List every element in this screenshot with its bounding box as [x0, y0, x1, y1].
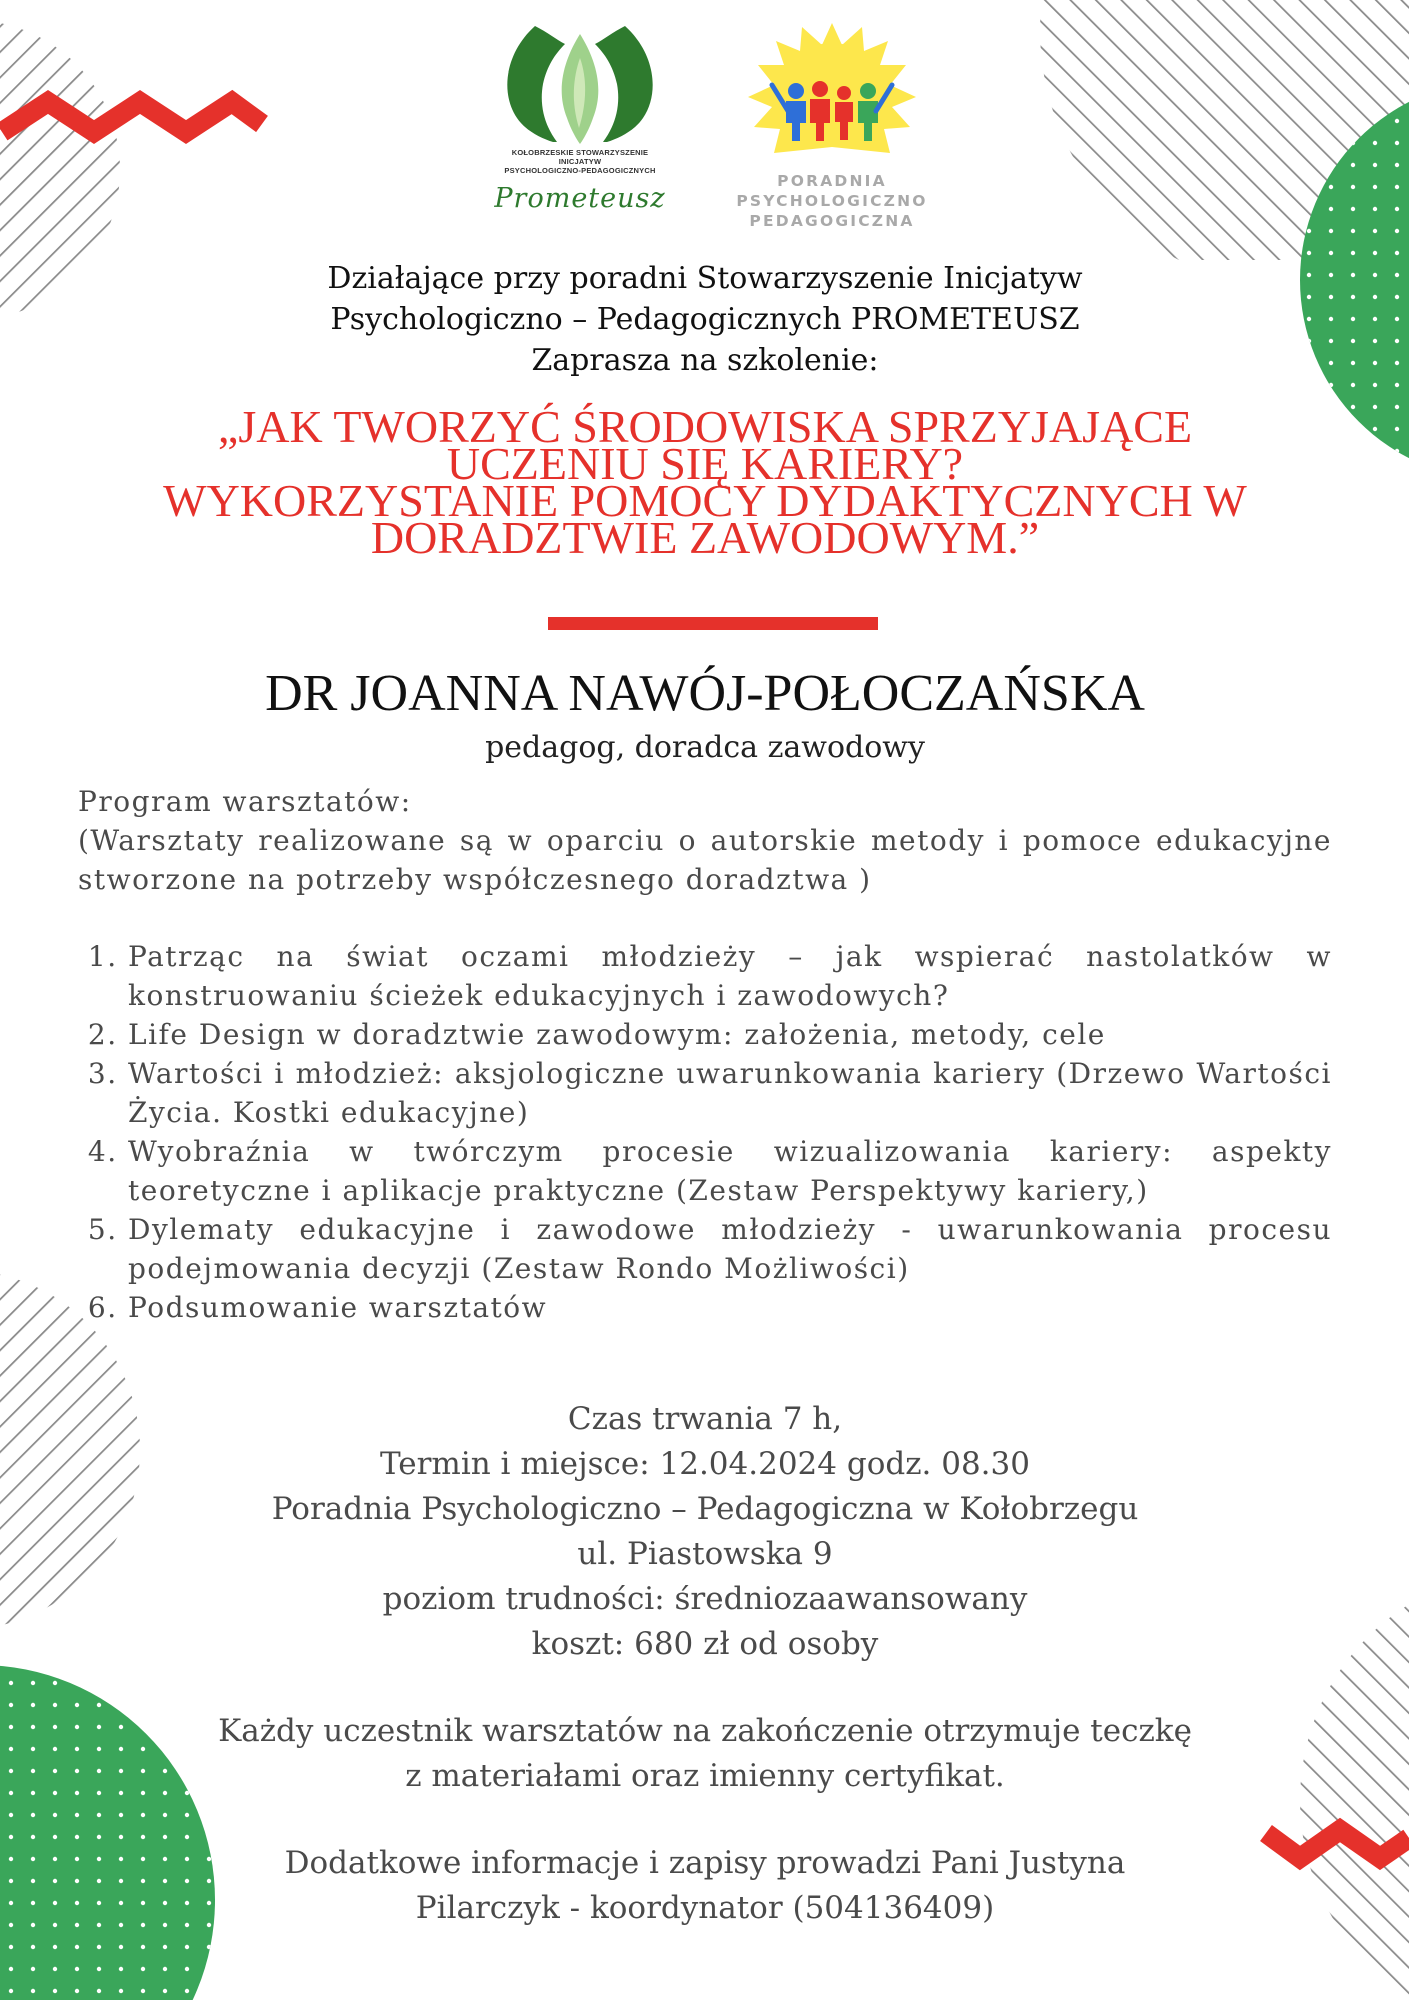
- speaker-name: DR JOANNA NAWÓJ-POŁOCZAŃSKA: [265, 665, 1145, 722]
- prometeusz-org-name: KOŁOBRZESKIE STOWARZYSZENIE INICJATYW PSYCHOLOGICZNO-PEDAGOGICZNYCH: [504, 148, 656, 175]
- list-item: 3. Wartości i młodzież: aksjologiczne uwarunkowania kariery (Drzewo Wartości Życia. Kostki edukacyjne): [128, 1054, 1332, 1132]
- poradnia-logo: [712, 15, 952, 245]
- intro-line-3: Zaprasza na szkolenie:: [531, 343, 879, 378]
- red-divider: [548, 617, 878, 630]
- title-line-3: WYKORZYSTANIE POMOCY DYDAKTYCZNYCH W: [163, 475, 1247, 526]
- poradnia-wordmark: PORADNIA PSYCHOLOGICZNO PEDAGOGICZNA: [736, 172, 928, 230]
- title-line-2: UCZENIU SIĘ KARIERY?: [446, 438, 964, 489]
- list-item: 2. Life Design w doradztwie zawodowym: założenia, metody, cele: [128, 1015, 1332, 1054]
- intro-line-2: Psychologiczno – Pedagogicznych PROMETEUSZ: [330, 302, 1080, 337]
- training-title: [110, 401, 1300, 563]
- event-details: [100, 1397, 1310, 1931]
- green-hands-flame-icon: [495, 18, 665, 148]
- sun-with-people-icon: [732, 15, 932, 165]
- contact-info-line-2: Pilarczyk - koordynator (504136409): [415, 1890, 995, 1926]
- program-note: (Warsztaty realizowane są w oparciu o autorskie metody i pomoce edukacyjne stworzone na potrzeby współczesnego doradztwa ): [78, 824, 1332, 896]
- intro-line-1: Działające przy poradni Stowarzyszenie Inicjatyw: [327, 261, 1083, 296]
- intro-text: [140, 258, 1270, 381]
- date-time: Termin i miejsce: 12.04.2024 godz. 08.30: [379, 1446, 1030, 1482]
- list-item: 5. Dylematy edukacyjne i zawodowe młodzieży - uwarunkowania procesu podejmowania decyzji (Zestaw Rondo Możliwości): [128, 1210, 1332, 1288]
- program-heading: Program warsztatów:: [78, 785, 412, 818]
- certificate-info-line-1: Każdy uczestnik warsztatów na zakończenie otrzymuje teczkę: [218, 1713, 1192, 1749]
- duration: Czas trwania 7 h,: [567, 1401, 843, 1437]
- cost: koszt: 680 zł od osoby: [531, 1626, 879, 1662]
- prometeusz-logo: [490, 18, 670, 223]
- program-section: [78, 782, 1332, 1327]
- contact-info-line-1: Dodatkowe informacje i zapisy prowadzi Pani Justyna: [284, 1845, 1126, 1881]
- venue: Poradnia Psychologiczno – Pedagogiczna w Kołobrzegu: [271, 1491, 1139, 1527]
- prometeusz-wordmark: Prometeusz: [494, 183, 666, 214]
- list-item: 4. Wyobraźnia w twórczym procesie wizualizowania kariery: aspekty teoretyczne i aplikacje praktyczne (Zestaw Perspektywy kariery,): [128, 1132, 1332, 1210]
- street-address: ul. Piastowska 9: [577, 1536, 833, 1572]
- title-line-4: DORADZTWIE ZAWODOWYM.”: [370, 512, 1040, 563]
- speaker-role: pedagog, doradca zawodowy: [485, 730, 925, 765]
- list-item: 6. Podsumowanie warsztatów: [128, 1288, 1332, 1327]
- program-list: [78, 937, 1332, 1327]
- certificate-info-line-2: z materiałami oraz imienny certyfikat.: [405, 1758, 1005, 1794]
- list-item: 1. Patrząc na świat oczami młodzieży – jak wspierać nastolatków w konstruowaniu ścieżek edukacyjnych i zawodowych?: [128, 937, 1332, 1015]
- difficulty-level: poziom trudności: średniozaawansowany: [382, 1581, 1028, 1617]
- title-line-1: „JAK TWORZYĆ ŚRODOWISKA SPRZYJAJĄCE: [217, 401, 1193, 452]
